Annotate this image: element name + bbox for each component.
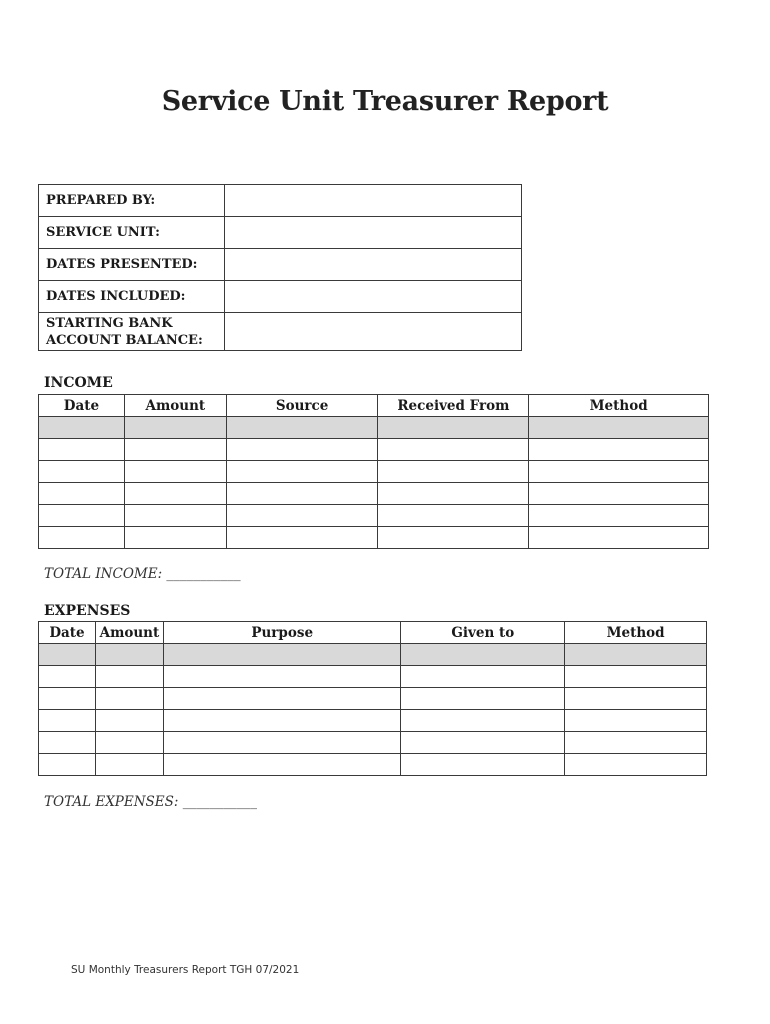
table-cell[interactable] — [226, 417, 378, 439]
table-cell[interactable] — [95, 732, 163, 754]
dates-included-label: DATES INCLUDED: — [39, 281, 225, 313]
table-cell[interactable] — [529, 505, 709, 527]
table-cell[interactable] — [39, 527, 125, 549]
income-header-row — [39, 395, 709, 417]
table-cell[interactable] — [565, 754, 707, 776]
table-cell[interactable] — [95, 754, 163, 776]
table-cell[interactable] — [226, 527, 378, 549]
expenses-col-given-to: Given to — [401, 622, 565, 644]
info-row-dates-presented — [39, 249, 522, 281]
table-cell[interactable] — [529, 439, 709, 461]
total-expenses-label: TOTAL EXPENSES: ___________ — [44, 794, 258, 810]
table-cell[interactable] — [378, 417, 529, 439]
info-row-service-unit — [39, 217, 522, 249]
table-cell[interactable] — [163, 688, 401, 710]
table-row — [39, 754, 707, 776]
starting-balance-label-line1: STARTING BANK — [46, 315, 173, 331]
service-unit-field[interactable] — [225, 217, 522, 249]
table-cell[interactable] — [95, 710, 163, 732]
table-cell[interactable] — [39, 710, 96, 732]
expenses-section-label: EXPENSES — [44, 603, 131, 619]
dates-included-field[interactable] — [225, 281, 522, 313]
expenses-col-amount: Amount — [95, 622, 163, 644]
table-cell[interactable] — [124, 505, 226, 527]
table-cell[interactable] — [39, 688, 96, 710]
table-cell[interactable] — [39, 417, 125, 439]
table-cell[interactable] — [39, 505, 125, 527]
service-unit-label: SERVICE UNIT: — [39, 217, 225, 249]
table-cell[interactable] — [163, 710, 401, 732]
income-col-received-from: Received From — [378, 395, 529, 417]
table-cell[interactable] — [95, 666, 163, 688]
table-cell[interactable] — [401, 754, 565, 776]
table-cell[interactable] — [39, 754, 96, 776]
table-row — [39, 461, 709, 483]
income-table — [38, 394, 709, 549]
page-title: Service Unit Treasurer Report — [161, 86, 609, 117]
income-col-method: Method — [529, 395, 709, 417]
table-cell[interactable] — [378, 439, 529, 461]
table-cell[interactable] — [39, 644, 96, 666]
table-row — [39, 732, 707, 754]
table-cell[interactable] — [565, 666, 707, 688]
table-cell[interactable] — [124, 461, 226, 483]
table-cell[interactable] — [529, 461, 709, 483]
prepared-by-label: PREPARED BY: — [39, 185, 225, 217]
table-row — [39, 505, 709, 527]
expenses-col-date: Date — [39, 622, 96, 644]
expenses-table — [38, 621, 707, 776]
report-info-table — [38, 184, 522, 351]
table-row — [39, 644, 707, 666]
table-cell[interactable] — [124, 527, 226, 549]
table-cell[interactable] — [401, 688, 565, 710]
table-cell[interactable] — [565, 688, 707, 710]
table-cell[interactable] — [378, 505, 529, 527]
starting-balance-field[interactable] — [225, 313, 522, 351]
table-cell[interactable] — [124, 439, 226, 461]
table-cell[interactable] — [529, 527, 709, 549]
info-row-starting-balance — [39, 313, 522, 351]
table-cell[interactable] — [226, 505, 378, 527]
dates-presented-field[interactable] — [225, 249, 522, 281]
table-row — [39, 710, 707, 732]
page-footer: SU Monthly Treasurers Report TGH 07/2021 — [71, 964, 300, 976]
table-cell[interactable] — [529, 417, 709, 439]
prepared-by-field[interactable] — [225, 185, 522, 217]
expenses-col-method: Method — [565, 622, 707, 644]
table-cell[interactable] — [39, 483, 125, 505]
info-row-prepared-by — [39, 185, 522, 217]
expenses-header-row — [39, 622, 707, 644]
table-row — [39, 666, 707, 688]
table-cell[interactable] — [565, 732, 707, 754]
table-cell[interactable] — [378, 483, 529, 505]
income-section-label: INCOME — [44, 375, 113, 391]
table-cell[interactable] — [39, 461, 125, 483]
table-cell[interactable] — [163, 666, 401, 688]
table-cell[interactable] — [95, 688, 163, 710]
expenses-col-purpose: Purpose — [163, 622, 401, 644]
table-cell[interactable] — [39, 732, 96, 754]
table-cell[interactable] — [124, 417, 226, 439]
dates-presented-label: DATES PRESENTED: — [39, 249, 225, 281]
info-row-dates-included — [39, 281, 522, 313]
income-col-source: Source — [226, 395, 378, 417]
table-cell[interactable] — [565, 644, 707, 666]
table-cell[interactable] — [163, 732, 401, 754]
table-cell[interactable] — [565, 710, 707, 732]
table-row — [39, 527, 709, 549]
table-cell[interactable] — [401, 732, 565, 754]
table-cell[interactable] — [95, 644, 163, 666]
starting-balance-label — [39, 313, 225, 351]
table-cell[interactable] — [39, 666, 96, 688]
table-cell[interactable] — [401, 666, 565, 688]
table-cell[interactable] — [226, 439, 378, 461]
table-row — [39, 417, 709, 439]
table-cell[interactable] — [124, 483, 226, 505]
table-cell[interactable] — [226, 461, 378, 483]
table-cell[interactable] — [378, 527, 529, 549]
table-cell[interactable] — [529, 483, 709, 505]
income-col-date: Date — [39, 395, 125, 417]
table-cell[interactable] — [401, 710, 565, 732]
table-cell[interactable] — [163, 644, 401, 666]
total-income-label: TOTAL INCOME: ___________ — [44, 566, 241, 582]
table-cell[interactable] — [378, 461, 529, 483]
starting-balance-label-line2: ACCOUNT BALANCE: — [46, 332, 203, 348]
table-row — [39, 483, 709, 505]
table-row — [39, 688, 707, 710]
table-cell[interactable] — [401, 644, 565, 666]
table-cell[interactable] — [39, 439, 125, 461]
table-row — [39, 439, 709, 461]
table-cell[interactable] — [226, 483, 378, 505]
table-cell[interactable] — [163, 754, 401, 776]
income-col-amount: Amount — [124, 395, 226, 417]
